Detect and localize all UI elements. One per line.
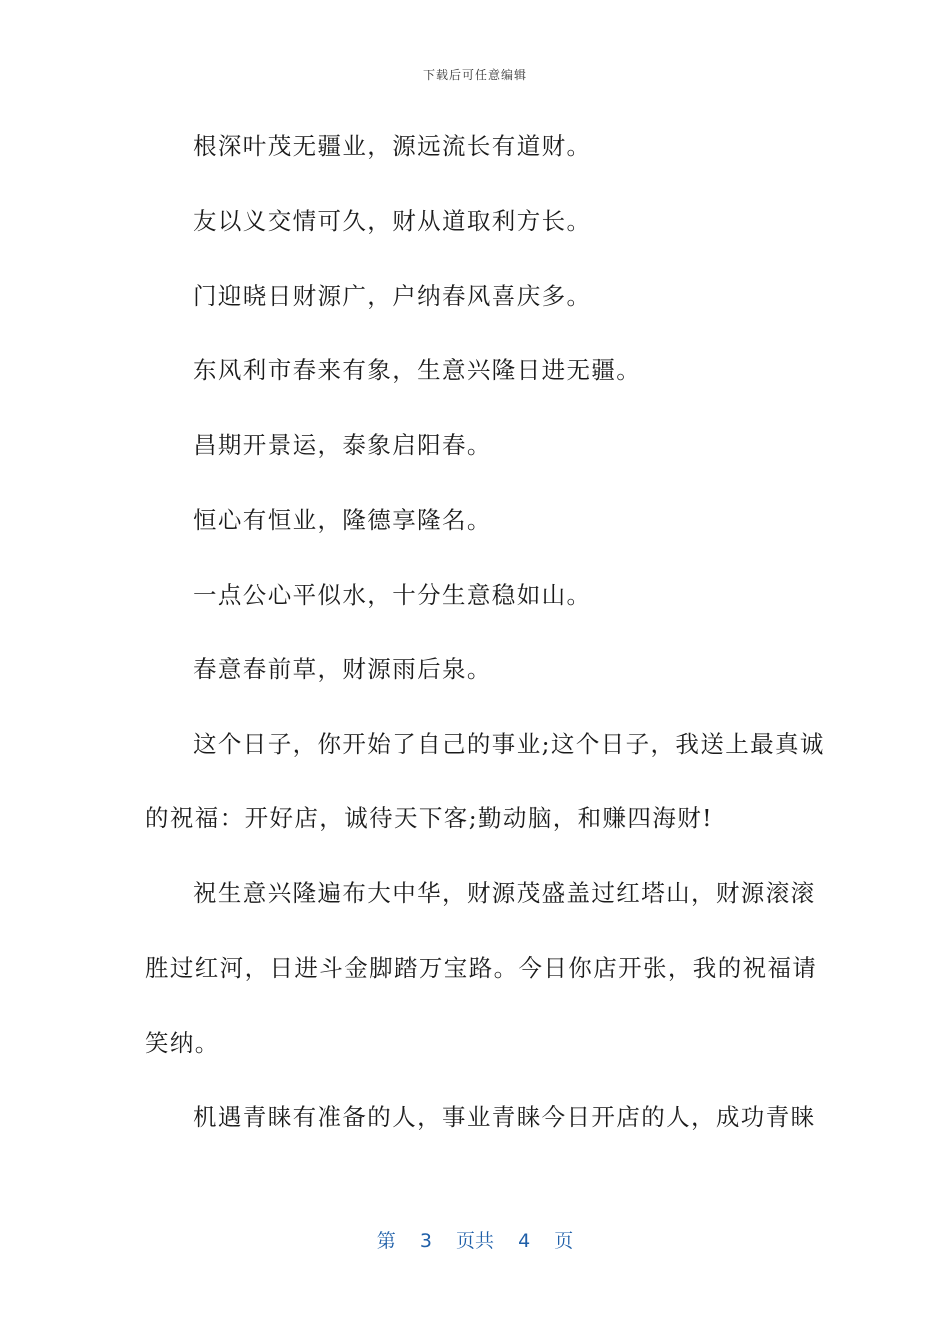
text-line: 祝生意兴隆遍布大中华，财源茂盛盖过红塔山，财源滚滚 [193,879,816,907]
text-line: 胜过红河，日进斗金脚踏万宝路。今日你店开张，我的祝福请 [145,954,818,982]
page-number-label: 第 3 页共 4 页 [376,1230,574,1252]
text-line: 笑纳。 [145,1029,220,1057]
text-line: 根深叶茂无疆业，源远流长有道财。 [193,132,592,160]
text-line: 一点公心平似水，十分生意稳如山。 [193,581,592,609]
text-line: 门迎晓日财源广，户纳春风喜庆多。 [193,282,592,310]
text-line: 这个日子，你开始了自己的事业;这个日子，我送上最真诚 [193,730,825,758]
text-line: 的祝福：开好店，诚待天下客;勤动脑，和赚四海财! [145,804,713,832]
page-number-footer [0,1226,950,1253]
text-line: 恒心有恒业，隆德享隆名。 [193,506,492,534]
text-line: 东风利市春来有象，生意兴隆日进无疆。 [193,356,642,384]
text-line: 昌期开景运，泰象启阳春。 [193,431,492,459]
page-header-note: 下载后可任意编辑 [422,68,527,82]
text-line: 春意春前草，财源雨后泉。 [193,655,492,683]
text-line: 机遇青睐有准备的人，事业青睐今日开店的人，成功青睐 [193,1103,816,1131]
text-line: 友以义交情可久，财从道取利方长。 [193,207,592,235]
